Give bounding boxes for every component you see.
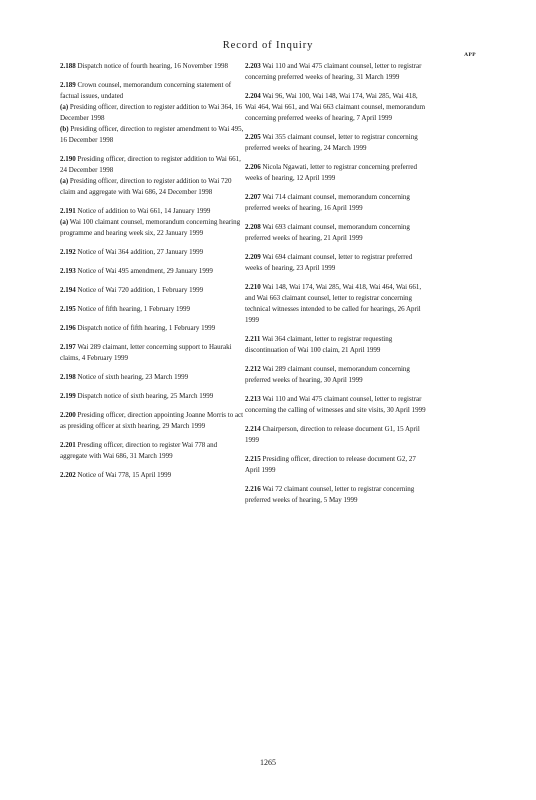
entry-text: Wai 355 claimant counsel, letter to registrar concerning preferred weeks of hearing, 24 March 1999: [245, 133, 418, 152]
sub-entry: [60, 176, 245, 198]
entry-number: 2.212: [245, 365, 261, 373]
record-entry: [60, 285, 245, 296]
record-entry: [245, 424, 430, 446]
page-number: 1265: [260, 758, 276, 767]
sub-entry-text: Presiding officer, direction to register addition to Wai 720 claim and aggregate with Wai 686, 24 December 1998: [60, 177, 232, 196]
record-entry: [60, 410, 245, 432]
entry-text: Crown counsel, memorandum concerning statement of factual issues, undated: [60, 81, 232, 100]
record-entry: [60, 206, 245, 239]
entry-text: Wai 364 claimant, letter to registrar requesting discontinuation of Wai 100 claim, 21 April 1999: [245, 335, 393, 354]
entry-number: 2.196: [60, 324, 76, 332]
entry-number: 2.199: [60, 392, 76, 400]
sub-entry-text: Presiding officer, direction to register addition to Wai 364, 16 December 1998: [60, 103, 243, 122]
entry-number: 2.213: [245, 395, 261, 403]
entry-text: Notice of Wai 778, 15 April 1999: [77, 471, 172, 479]
record-entry: [245, 364, 430, 386]
entry-number: 2.193: [60, 267, 76, 275]
entry-text: Notice of fifth hearing, 1 February 1999: [77, 305, 191, 313]
entry-number: 2.206: [245, 163, 261, 171]
left-column: [60, 61, 245, 489]
sub-entry: [60, 217, 245, 239]
entry-text: Wai 96, Wai 100, Wai 148, Wai 174, Wai 285, Wai 418, Wai 464, Wai 661, and Wai 663 claimant counsel, memorandum concerning preferred weeks of hearing, 7 April 1999: [245, 92, 426, 122]
record-entry: [245, 334, 430, 356]
entry-text: Wai 72 claimant counsel, letter to registrar concerning preferred weeks of hearing, 5 May 1999: [245, 485, 415, 504]
entry-text: Presding officer, direction to register Wai 778 and aggregate with Wai 686, 31 March 1999: [60, 441, 218, 460]
record-entry: [245, 282, 430, 326]
sub-entry: [60, 124, 245, 146]
record-entry: [245, 484, 430, 506]
record-entry: [60, 61, 245, 72]
entry-number: 2.188: [60, 62, 76, 70]
record-entry: [245, 192, 430, 214]
record-entry: [60, 247, 245, 258]
sub-entry: [60, 102, 245, 124]
entry-number: 2.200: [60, 411, 76, 419]
record-entry: [60, 154, 245, 198]
entry-number: 2.211: [245, 335, 261, 343]
record-entry: [60, 372, 245, 383]
entry-number: 2.201: [60, 441, 76, 449]
entry-number: 2.202: [60, 471, 76, 479]
entry-number: 2.215: [245, 455, 261, 463]
record-entry: [245, 91, 430, 124]
record-entry: [245, 132, 430, 154]
entry-text: Wai 289 claimant, letter concerning support to Hauraki claims, 4 February 1999: [60, 343, 232, 362]
entry-number: 2.209: [245, 253, 261, 261]
entry-text: Notice of sixth hearing, 23 March 1999: [77, 373, 189, 381]
entry-text: Notice of Wai 495 amendment, 29 January 1999: [77, 267, 213, 275]
entry-number: 2.203: [245, 62, 261, 70]
entry-text: Notice of Wai 720 addition, 1 February 1999: [77, 286, 204, 294]
record-entry: [60, 440, 245, 462]
entry-text: Dispatch notice of fourth hearing, 16 November 1998: [77, 62, 228, 70]
entry-text: Wai 148, Wai 174, Wai 285, Wai 418, Wai 464, Wai 661, and Wai 663 claimant counsel, letter to registrar concerning technical witnesses intended to be called for hearings, 26 April 1999: [245, 283, 422, 324]
record-entry: [60, 342, 245, 364]
entry-text: Dispatch notice of fifth hearing, 1 February 1999: [77, 324, 216, 332]
entry-text: Presiding officer, direction appointing Joanne Morris to act as presiding officer at sixth hearing, 29 March 1999: [60, 411, 244, 430]
record-entry: [245, 252, 430, 274]
entry-number: 2.197: [60, 343, 76, 351]
entry-text: Dispatch notice of sixth hearing, 25 March 1999: [77, 392, 214, 400]
entry-text: Wai 693 claimant counsel, memorandum concerning preferred weeks of hearing, 21 April 1999: [245, 223, 410, 242]
sub-entry-letter: (a): [60, 103, 69, 111]
entry-text: Notice of Wai 364 addition, 27 January 1999: [77, 248, 204, 256]
entry-number: 2.214: [245, 425, 261, 433]
record-entry: [245, 222, 430, 244]
entry-number: 2.191: [60, 207, 76, 215]
entry-number: 2.205: [245, 133, 261, 141]
entry-number: 2.198: [60, 373, 76, 381]
entry-text: Wai 714 claimant counsel, memorandum concerning preferred weeks of hearing, 16 April 1999: [245, 193, 410, 212]
entry-number: 2.207: [245, 193, 261, 201]
section-tag: APP: [464, 52, 476, 58]
entry-text: Presiding officer, direction to release document G2, 27 April 1999: [245, 455, 416, 474]
record-entry: [60, 391, 245, 402]
sub-entry-text: Wai 100 claimant counsel, memorandum concerning hearing programme and hearing week six, 22 January 1999: [60, 218, 241, 237]
record-entry: [60, 304, 245, 315]
entry-text: Notice of addition to Wai 661, 14 January 1999: [77, 207, 211, 215]
entry-number: 2.216: [245, 485, 261, 493]
record-entry: [245, 454, 430, 476]
entry-text: Wai 110 and Wai 475 claimant counsel, letter to registrar concerning the calling of witnesses and site visits, 30 April 1999: [245, 395, 426, 414]
entry-text: Wai 289 claimant counsel, memorandum concerning preferred weeks of hearing, 30 April 1999: [245, 365, 410, 384]
entry-number: 2.194: [60, 286, 76, 294]
record-entry: [245, 394, 430, 416]
record-entry: [245, 61, 430, 83]
entry-number: 2.210: [245, 283, 261, 291]
entry-text: Wai 110 and Wai 475 claimant counsel, letter to registrar concerning preferred weeks of hearing, 31 March 1999: [245, 62, 422, 81]
record-entry: [60, 80, 245, 146]
sub-entry-letter: (a): [60, 177, 69, 185]
entry-text: Chairperson, direction to release document G1, 15 April 1999: [245, 425, 420, 444]
entry-number: 2.192: [60, 248, 76, 256]
sub-entry-letter: (a): [60, 218, 69, 226]
entry-text: Presiding officer, direction to register addition to Wai 661, 24 December 1998: [60, 155, 241, 174]
entry-number: 2.208: [245, 223, 261, 231]
entry-number: 2.189: [60, 81, 76, 89]
right-column: [245, 61, 430, 514]
sub-entry-text: Presiding officer, direction to register amendment to Wai 495, 16 December 1998: [60, 125, 244, 144]
entry-number: 2.195: [60, 305, 76, 313]
entry-number: 2.204: [245, 92, 261, 100]
record-entry: [245, 162, 430, 184]
sub-entry-letter: (b): [60, 125, 69, 133]
entry-number: 2.190: [60, 155, 76, 163]
entry-text: Nicola Ngawati, letter to registrar concerning preferred weeks of hearing, 12 April 1999: [245, 163, 418, 182]
entry-text: Wai 694 claimant counsel, letter to registrar preferred weeks of hearing, 23 April 1999: [245, 253, 413, 272]
running-header: Record of Inquiry: [222, 40, 314, 51]
record-entry: [60, 470, 245, 481]
record-entry: [60, 266, 245, 277]
record-entry: [60, 323, 245, 334]
